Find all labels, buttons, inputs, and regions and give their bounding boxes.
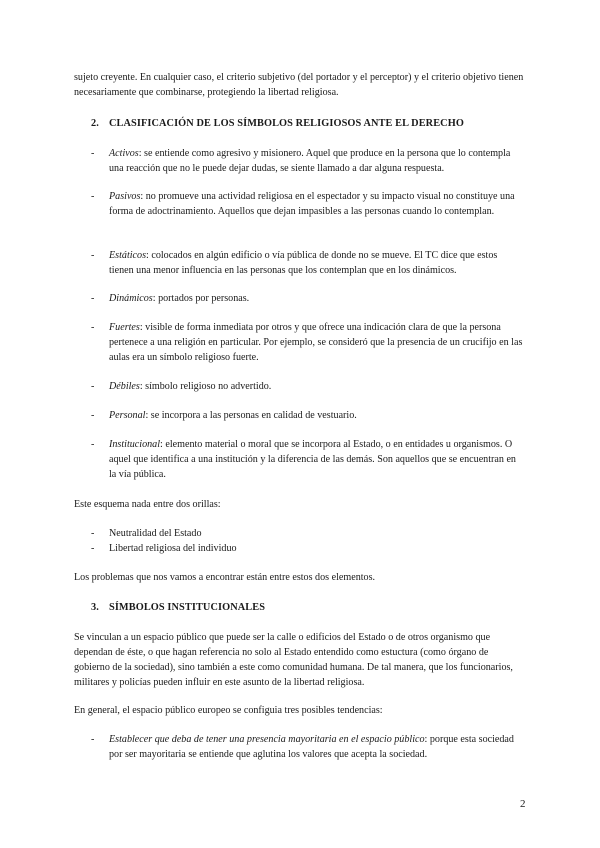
- list-dash: -: [91, 322, 95, 333]
- definition-presencia-mayoritaria: : porque esta sociedad por ser mayoritaria se entiende que aglutina los valores que acepta la sociedad.: [109, 734, 514, 760]
- esquema-paragraph: Este esquema nada entre dos orillas:: [74, 499, 221, 510]
- orilla-item-neutralidad: [91, 526, 523, 541]
- term-debiles: Débiles: [109, 381, 140, 392]
- list-item-estaticos: [91, 248, 523, 278]
- definition-fuertes: : visible de forma inmediata por otros y que ofrece una indicación clara de que la persona pertenece a una religión en particular. Por ejemplo, se consideró que la presencia de un crucifijo en las aulas era un símbolo religioso fuerte.: [109, 322, 523, 363]
- orilla-neutralidad: Neutralidad del Estado: [109, 528, 202, 539]
- section-3-number: 3.: [91, 602, 99, 613]
- list-dash: -: [91, 250, 95, 261]
- section-3-heading: [91, 600, 265, 615]
- term-activos: Activos: [109, 148, 139, 159]
- term-personal: Personal: [109, 410, 146, 421]
- definition-estaticos: : colocados en algún edificio o vía pública de donde no se mueve. El TC dice que estos tienen una menor influencia en las personas que los contemplan que en los dinámicos.: [109, 250, 498, 276]
- orilla-libertad: Libertad religiosa del individuo: [109, 543, 237, 554]
- list-item-presencia-mayoritaria: [91, 732, 523, 762]
- section-2-title: CLASIFICACIÓN DE LOS SÍMBOLOS RELIGIOSOS ANTE EL DERECHO: [109, 118, 464, 129]
- section-3-paragraph-2: En general, el espacio público europeo se configuia tres posibles tendencias:: [74, 705, 383, 716]
- definition-dinamicos: : portados por personas.: [152, 293, 250, 304]
- list-dash: -: [91, 439, 95, 450]
- list-dash: -: [91, 410, 95, 421]
- list-item-institucional: [91, 437, 523, 482]
- list-item-activos: [91, 146, 523, 176]
- list-item-pasivos: [91, 189, 523, 219]
- definition-institucional: : elemento material o moral que se incorpora al Estado, o en entidades u organismos. O aquel que identifica a una institución y la diferencia de las demás. Son aquellos que se encuentran en la vía pública.: [109, 439, 516, 480]
- section-3-title: SÍMBOLOS INSTITUCIONALES: [109, 602, 266, 613]
- list-item-debiles: [91, 379, 523, 394]
- intro-paragraph: sujeto creyente. En cualquier caso, el criterio subjetivo (del portador y el perceptor) y el criterio objetivo tienen necesariamente que combinarse, protegiendo la libertad religiosa.: [74, 72, 524, 98]
- section-3-paragraph-1: Se vinculan a un espacio público que puede ser la calle o edificios del Estado o de otros organismo que dependan de éste, o que hagan referencia no solo al Estado entendido como estuctura (como órgano de gobierno de la sociedad), sino también a este como comunidad humana. De tal manera, que los funcionarios, militares y policías pueden influir en este asunto de la libertad religiosa.: [74, 632, 513, 688]
- term-pasivos: Pasivos: [109, 191, 141, 202]
- definition-pasivos: : no promueve una actividad religiosa en el espectador y su impacto visual no constituye una forma de adoctrinamiento. Aquellos que dejan impasibles a las personas cuando lo contemplan.: [109, 191, 515, 217]
- list-item-personal: [91, 408, 523, 423]
- section-2-heading: [91, 116, 464, 131]
- term-fuertes: Fuertes: [109, 322, 140, 333]
- definition-debiles: : símbolo religioso no advertido.: [139, 381, 272, 392]
- list-item-dinamicos: [91, 291, 523, 306]
- list-dash: -: [91, 543, 95, 554]
- definition-activos: : se entiende como agresivo y misionero. Aquel que produce en la persona que lo contempla una reacción que no le puede dejar dudas, se siente llamado a dar alguna respuesta.: [109, 148, 511, 174]
- page-number: 2: [520, 798, 526, 810]
- list-dash: -: [91, 191, 95, 202]
- section-2-number: 2.: [91, 118, 99, 129]
- term-institucional: Institucional: [109, 439, 161, 450]
- definition-personal: : se incorpora a las personas en calidad de vestuario.: [145, 410, 357, 421]
- list-item-fuertes: [91, 320, 523, 365]
- list-dash: -: [91, 293, 95, 304]
- problemas-paragraph: Los problemas que nos vamos a encontrar están entre estos dos elementos.: [74, 572, 376, 583]
- list-dash: -: [91, 381, 95, 392]
- term-estaticos: Estáticos: [109, 250, 147, 261]
- term-presencia-mayoritaria: Establecer que deba de tener una presencia mayoritaria en el espacio público: [109, 734, 425, 745]
- list-dash: -: [91, 148, 95, 159]
- orilla-item-libertad: [91, 541, 523, 556]
- list-dash: -: [91, 734, 95, 745]
- list-dash: -: [91, 528, 95, 539]
- term-dinamicos: Dinámicos: [109, 293, 153, 304]
